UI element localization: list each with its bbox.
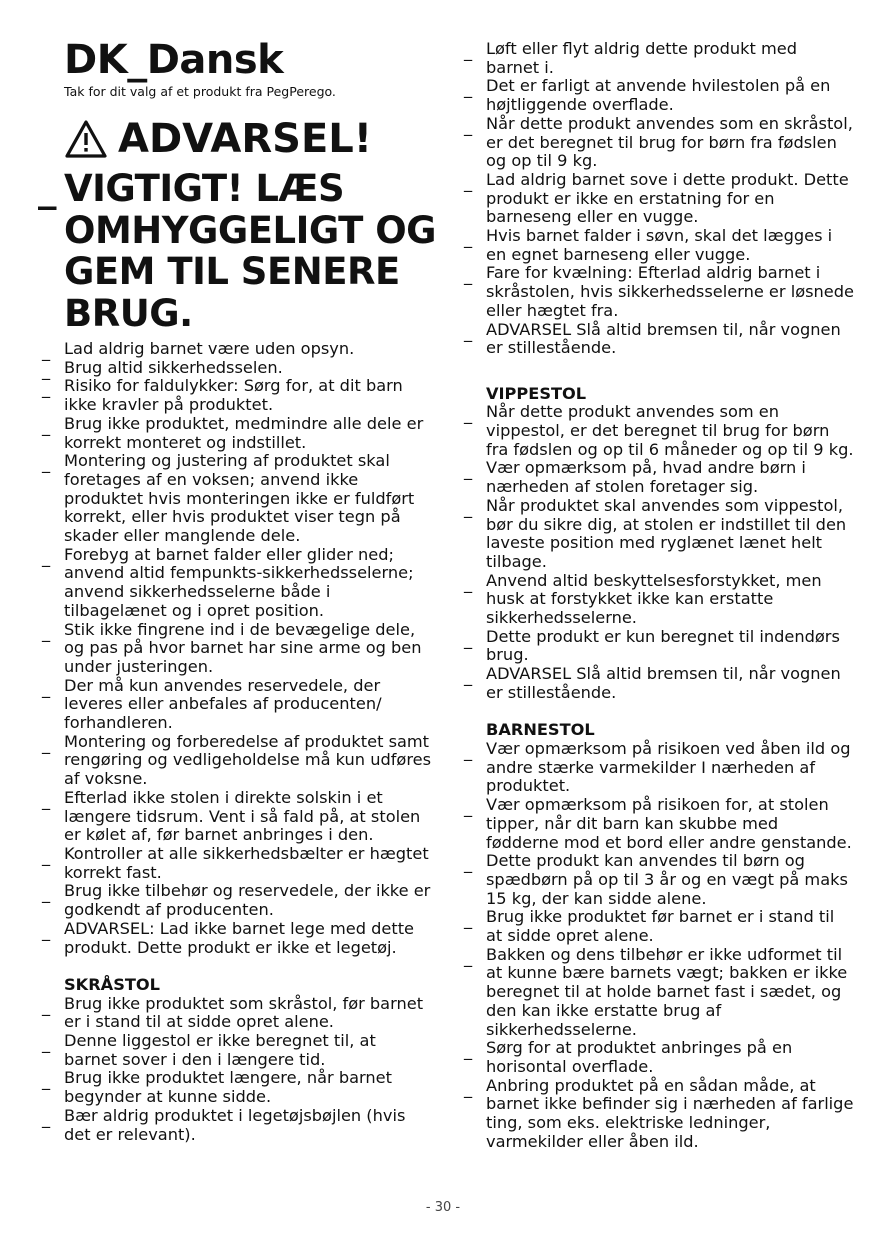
- bullet-dash: _: [464, 498, 473, 518]
- right-column: [462, 40, 854, 1151]
- list-item-text: Denne liggestol er ikke beregnet til, at barnet sover i den i længere tid.: [64, 1031, 376, 1069]
- barnestol-list: [462, 740, 854, 1151]
- list-item-text: Brug ikke produktet før barnet er i stand til at sidde opret alene.: [486, 907, 835, 946]
- vippestol-list: [462, 403, 854, 702]
- list-item: [40, 452, 432, 546]
- list-item: [40, 377, 432, 414]
- list-item-text: Anbring produktet på en sådan måde, at barnet ikke befinder sig i nærheden af farlige ting, som eks. elektriske ledninger, varmekilder eller åben ild.: [486, 1075, 854, 1151]
- list-item: [40, 415, 432, 452]
- bullet-dash: _: [464, 741, 473, 761]
- list-item: [40, 789, 432, 845]
- list-item: [462, 1039, 854, 1076]
- list-item: [462, 572, 854, 628]
- list-item: [462, 497, 854, 572]
- list-item-text: Fare for kvælning: Efterlad aldrig barnet i skråstolen, hvis sikkerhedsselerne er løsnede eller hægtet fra.: [486, 263, 854, 320]
- bullet-dash: _: [464, 629, 473, 649]
- important-text: VIGTIGT! LÆS OMHYGGELIGT OG GEM TIL SENERE BRUG.: [64, 167, 437, 335]
- thanks-text: Tak for dit valg af et produkt fra PegPerego.: [64, 84, 336, 99]
- list-item-text: Anvend altid beskyttelsesforstykket, men husk at forstykket ikke kan erstatte sikkerhedsselerne.: [486, 570, 822, 628]
- list-item: [40, 920, 432, 957]
- list-item-text: Montering og forberedelse af produktet samt rengøring og vedligeholdelse må kun udføres af voksne.: [64, 731, 432, 789]
- list-item-text: Lad aldrig barnet sove i dette produkt. Dette produkt er ikke en erstatning for en barneseng eller en vugge.: [486, 169, 849, 227]
- list-item: [462, 665, 854, 702]
- list-item-text: ADVARSEL Slå altid bremsen til, når vognen er stillestående.: [486, 319, 841, 358]
- list-item-text: Når produktet skal anvendes som vippestol, bør du sikre dig, at stolen er indstillet til den laveste position med ryglænet lænet helt tilbage.: [486, 495, 847, 571]
- bullet-dash: _: [42, 454, 51, 474]
- bullet-dash: _: [464, 42, 473, 61]
- section-heading-skraastol: SKRÅSTOL: [64, 974, 160, 994]
- bullet-dash: _: [42, 921, 51, 941]
- list-item: [462, 321, 854, 358]
- list-item-text: Montering og justering af produktet skal foretages af en voksen; anvend ikke produktet hvis monteringen ikke er fuldført korrekt, eller hvis produktet viser tegn på skader eller manglende dele.: [64, 451, 415, 546]
- warning-title: [64, 112, 372, 166]
- list-item: [462, 628, 854, 665]
- list-item-text: Dette produkt er kun beregnet til indendørs brug.: [486, 626, 840, 665]
- bullet-dash: _: [464, 1078, 473, 1098]
- list-item: [40, 621, 432, 677]
- list-item: [40, 1069, 432, 1106]
- list-item: [462, 40, 854, 77]
- bullet-dash: _: [464, 854, 473, 874]
- bullet-dash: _: [42, 547, 51, 567]
- bullet-dash: _: [42, 734, 51, 754]
- list-item-text: Vær opmærksom på risikoen ved åben ild og andre stærke varmekilder I nærheden af produktet.: [486, 738, 851, 796]
- list-item-text: Brug ikke tilbehør og reservedele, der ikke er godkendt af producenten.: [64, 881, 431, 920]
- bullet-dash: _: [42, 678, 51, 698]
- bullet-dash: _: [464, 79, 473, 99]
- list-item-text: Løft eller flyt aldrig dette produkt med barnet i.: [486, 39, 797, 77]
- bullet-dash: _: [42, 416, 51, 436]
- bullet-dash: _: [42, 379, 51, 399]
- list-item-text: Vær opmærksom på, hvad andre børn i nærheden af stolen foretager sig.: [486, 458, 806, 497]
- section-heading-barnestol: BARNESTOL: [486, 720, 595, 740]
- bullet-dash: _: [464, 229, 473, 249]
- list-item: [462, 946, 854, 1040]
- section-heading-vippestol: VIPPESTOL: [486, 383, 587, 403]
- warning-label: ADVARSEL!: [118, 116, 373, 162]
- list-item: [40, 677, 432, 733]
- list-item-text: Bær aldrig produktet i legetøjsbøjlen (hvis det er relevant).: [64, 1105, 406, 1144]
- list-item-text: ADVARSEL Slå altid bremsen til, når vognen er stillestående.: [486, 664, 841, 702]
- page-number: - 30 -: [425, 1200, 461, 1215]
- list-item: [40, 546, 432, 621]
- list-item-text: Hvis barnet falder i søvn, skal det lægges i en egnet barneseng eller vugge.: [486, 226, 833, 264]
- bullet-dash: _: [42, 622, 51, 642]
- bullet-dash: _: [464, 667, 473, 687]
- list-item: [462, 740, 854, 796]
- list-item: [462, 1077, 854, 1152]
- list-item: [40, 1032, 432, 1069]
- bullet-dash: _: [42, 342, 51, 361]
- bullet-dash: _: [464, 947, 473, 967]
- list-item-text: Forebyg at barnet falder eller glider ned; anvend altid fempunkts-sikkerhedsselerne; anvend sikkerhedsselerne både i tilbagelænet og i opret position.: [64, 544, 414, 620]
- bullet-dash: _: [464, 172, 473, 192]
- list-item: [462, 264, 854, 320]
- list-item: [462, 77, 854, 114]
- bullet-dash: _: [42, 884, 51, 904]
- list-item: [462, 115, 854, 171]
- list-item: [462, 852, 854, 908]
- bullet-dash: _: [464, 910, 473, 930]
- bullet-dash: _: [464, 798, 473, 818]
- list-item: [462, 403, 854, 459]
- language-title: DK_Dansk: [64, 37, 284, 83]
- list-item: [40, 995, 432, 1032]
- bullet-dash: _: [464, 266, 473, 286]
- bullet-dash: _: [42, 846, 51, 866]
- list-item: [40, 1107, 432, 1144]
- bullet-dash: _: [464, 573, 473, 593]
- list-item-text: Efterlad ikke stolen i direkte solskin i et længere tidsrum. Vent i så fald på, at stolen er kølet af, før barnet anbringes i den.: [64, 787, 421, 845]
- bullet-dash: _: [464, 1041, 473, 1061]
- bullet-dash: _: [42, 1034, 51, 1053]
- list-item: [40, 733, 432, 789]
- bullet-dash: _: [42, 1071, 51, 1091]
- skraastol-list-part1: [40, 995, 432, 1145]
- list-item-text: ADVARSEL: Lad ikke barnet lege med dette produkt. Dette produkt er ikke et legetøj.: [64, 918, 415, 957]
- list-item-text: Stik ikke fingrene ind i de bevægelige dele, og pas på hvor barnet har sine arme og ben under justeringen.: [64, 619, 422, 676]
- list-item-text: Brug ikke produktet længere, når barnet begynder at kunne sidde.: [64, 1068, 392, 1107]
- list-item: [40, 882, 432, 919]
- list-item-text: Der må kun anvendes reservedele, der leveres eller anbefales af producenten/ forhandleren.: [64, 675, 382, 733]
- skraastol-list-part2: [462, 40, 854, 358]
- list-item: [462, 227, 854, 264]
- list-item-text: Når dette produkt anvendes som en vippestol, er det beregnet til brug for børn fra fødslen og op til 6 måneder og op til 9 kg.: [486, 402, 854, 459]
- important-notice: [38, 168, 438, 334]
- bullet-dash: _: [464, 461, 473, 481]
- list-item: [462, 908, 854, 945]
- bullet-dash: _: [42, 790, 51, 810]
- list-item-text: Når dette produkt anvendes som en skråstol, er det beregnet til brug for børn fra fødslen og op til 9 kg.: [486, 113, 853, 171]
- list-item: [462, 459, 854, 496]
- bullet-dash: _: [464, 322, 473, 342]
- list-item: [462, 796, 854, 852]
- list-item-text: Brug ikke produktet som skråstol, før barnet er i stand til at sidde opret alene.: [64, 993, 424, 1032]
- list-item-text: Vær opmærksom på risikoen for, at stolen tipper, når dit barn kan skubbe med fødderne mod et bord eller andre genstande.: [486, 795, 852, 852]
- left-column: [40, 340, 432, 1144]
- list-item: [40, 359, 432, 378]
- list-item-text: Det er farligt at anvende hvilestolen på en højtliggende overflade.: [486, 76, 831, 115]
- list-item-text: Bakken og dens tilbehør er ikke udformet til at kunne bære barnets vægt; bakken er ikke beregnet til at holde barnet fast i sædet, og den kan ikke erstatte brug af sikkerhedsselerne.: [486, 944, 848, 1039]
- list-item-text: Brug altid sikkerhedsselen.: [64, 357, 283, 377]
- bullet-dash: _: [42, 360, 51, 380]
- list-item: [40, 340, 432, 359]
- list-item-text: Risiko for faldulykker: Sørg for, at dit barn ikke kravler på produktet.: [64, 376, 403, 415]
- list-item-text: Dette produkt kan anvendes til børn og spædbørn på op til 3 år og en vægt på maks 15 kg, der kan sidde alene.: [486, 851, 848, 908]
- bullet-dash: _: [464, 405, 473, 425]
- list-item-text: Sørg for at produktet anbringes på en horisontal overflade.: [486, 1038, 793, 1076]
- important-dash: _: [38, 167, 56, 210]
- warning-triangle-icon: [64, 119, 108, 159]
- bullet-dash: _: [42, 1108, 51, 1128]
- general-warnings-list: [40, 340, 432, 957]
- bullet-dash: _: [464, 116, 473, 136]
- list-item-text: Kontroller at alle sikkerhedsbælter er hægtet korrekt fast.: [64, 843, 429, 882]
- bullet-dash: _: [42, 996, 51, 1016]
- list-item: [40, 845, 432, 882]
- list-item: [462, 171, 854, 227]
- list-item-text: Brug ikke produktet, medmindre alle dele er korrekt monteret og indstillet.: [64, 413, 424, 452]
- list-item-text: Lad aldrig barnet være uden opsyn.: [64, 339, 355, 358]
